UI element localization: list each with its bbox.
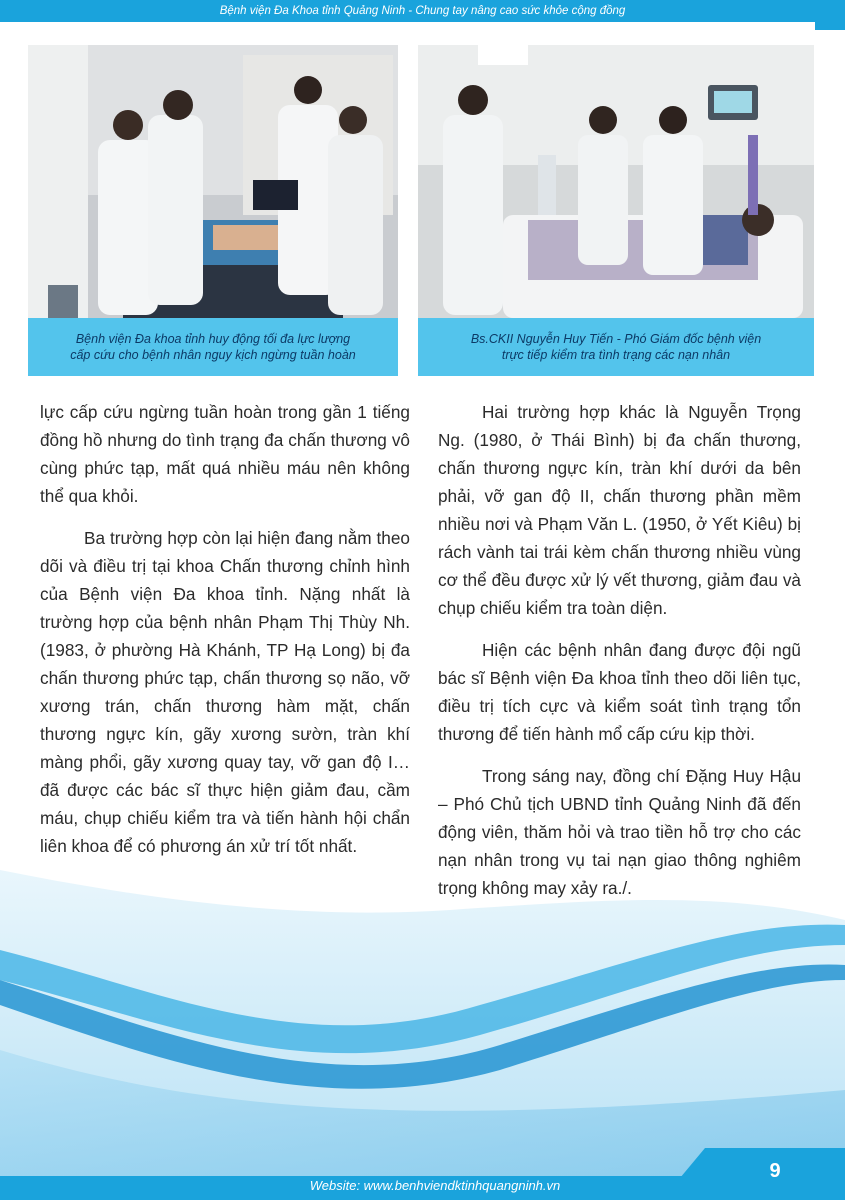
article-paragraph: Hiện các bệnh nhân đang được đội ngũ bác sĩ Bệnh viện Đa khoa tỉnh theo dõi liên tục, điều trị tích cực và kiểm soát tình trạng tổn thương để tiến hành mổ cấp cứu kịp thời.	[438, 640, 801, 744]
article-paragraph: Hai trường hợp khác là Nguyễn Trọng Ng. (1980, ở Thái Bình) bị đa chấn thương, chấn thương ngực kín, tràn khí dưới da bên phải, vỡ gan độ II, chấn thương phần mềm nhiều nơi và Phạm Văn L. (1950, ở Yết Kiêu) bị rách vành tai trái kèm chấn thương nhiều vùng cơ thể đều được xử lý vết thương, giảm đau và chụp chiếu kiểm tra toàn diện.	[438, 402, 801, 618]
article-paragraph: Trong sáng nay, đồng chí Đặng Huy Hậu – Phó Chủ tịch UBND tỉnh Quảng Ninh đã đến động viên, thăm hỏi và trao tiền hỗ trợ cho các nạn nhân trong vụ tai nạn giao thông nghiêm trọng không may xảy ra./.	[438, 766, 801, 898]
page-header	[0, 0, 845, 22]
caption-2-line-2: trực tiếp kiểm tra tình trạng các nạn nhân	[501, 348, 731, 362]
article-column-left	[40, 398, 410, 874]
caption-1-line-2: cấp cứu cho bệnh nhân nguy kịch ngừng tuần hoàn	[70, 348, 356, 362]
header-corner-decoration	[815, 22, 845, 30]
caption-2-line-1: Bs.CKII Nguyễn Huy Tiến - Phó Giám đốc bệnh viện	[470, 332, 762, 346]
article-paragraph: Ba trường hợp còn lại hiện đang nằm theo dõi và điều trị tại khoa Chấn thương chỉnh hình của Bệnh viện Đa khoa tỉnh. Nặng nhất là trường hợp của bệnh nhân Phạm Thị Thùy Nh. (1983, ở phường Hà Khánh, TP Hạ Long) bị đa chấn thương phức tạp, chấn thương sọ não, vỡ xương trán, chấn thương hàm mặt, chấn thương ngực kín, gãy xương sườn, tràn khí màng phổi, gãy xương quay tay, vỡ gan độ I… đã được các bác sĩ thực hiện giảm đau, cầm máu, chụp chiếu kiểm tra và tiến hành hội chẩn liên khoa để có phương án xử trí tốt nhất.	[40, 528, 410, 856]
photo-caption-2	[418, 318, 814, 376]
header-title: Bệnh viện Đa Khoa tỉnh Quảng Ninh - Chung tay nâng cao sức khỏe cộng đồng	[219, 5, 626, 17]
caption-1-line-1: Bệnh viện Đa khoa tỉnh huy động tối đa lực lượng	[75, 332, 351, 346]
article-paragraph: lực cấp cứu ngừng tuần hoàn trong gần 1 tiếng đồng hồ nhưng do tình trạng đa chấn thương vô cùng phức tạp, mất quá nhiều máu nên không thể qua khỏi.	[40, 402, 410, 506]
photo-emergency-resuscitation	[28, 45, 398, 318]
footer-website: Website: www.benhviendktinhquangninh.vn	[309, 1178, 561, 1193]
article-column-right	[438, 398, 801, 916]
page-number: 9	[769, 1160, 781, 1182]
photo-caption-1	[28, 318, 398, 376]
photo-deputy-director-inspection	[418, 45, 814, 318]
